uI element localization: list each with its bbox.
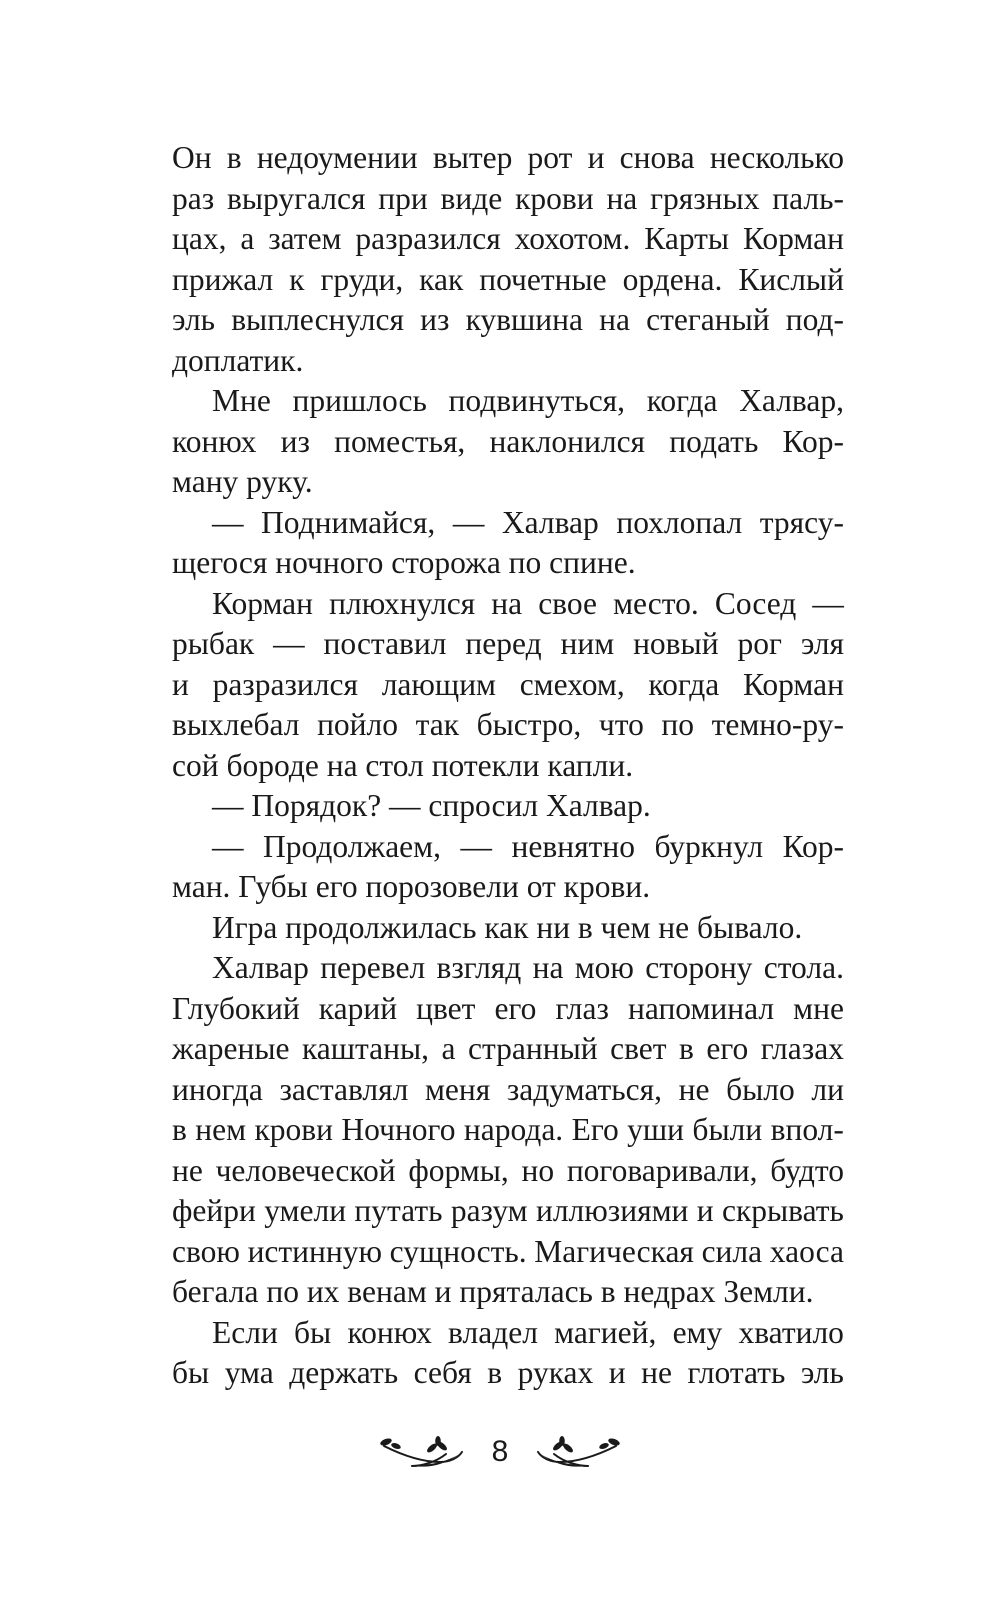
- text-line: эль выплеснулся из кувшина на стеганый под-: [172, 302, 844, 337]
- text-line: и разразился лающим смехом, когда Корман: [172, 666, 844, 702]
- text-line: Мне пришлось подвинуться, когда Халвар,: [212, 383, 844, 418]
- page-text: [172, 138, 844, 1394]
- text-line: в нем крови Ночного народа. Его уши были впол-: [172, 1112, 844, 1147]
- text-line: ману руку.: [172, 464, 313, 499]
- text-line: выхлебал пойло так быстро, что по темно-ру-: [172, 707, 844, 742]
- text-line: доплатик.: [172, 342, 304, 378]
- text-line: Он в недоумении вытер рот и снова несколько: [172, 140, 844, 175]
- text-line: жареные каштаны, а странный свет в его глазах: [172, 1031, 844, 1066]
- text-line: цах, а затем разразился хохотом. Карты Корман: [172, 221, 844, 256]
- text-line: бегала по их венам и пряталась в недрах Земли.: [172, 1274, 814, 1309]
- right-leaf-ornament-icon: [532, 1432, 624, 1472]
- text-line: — Поднимайся, — Халвар похлопал трясу-: [212, 504, 844, 540]
- text-line: бы ума держать себя в руках и не глотать эль: [172, 1355, 844, 1390]
- text-line: Халвар перевел взгляд на мою сторону стола.: [212, 950, 844, 985]
- text-line: щегося ночного сторожа по спине.: [172, 545, 636, 580]
- text-line: Игра продолжилась как ни в чем не бывало.: [212, 909, 803, 945]
- page-footer: [0, 1422, 1000, 1482]
- text-line: раз выругался при виде крови на грязных паль-: [172, 180, 844, 216]
- left-leaf-ornament-icon: [376, 1432, 468, 1472]
- page-number: 8: [491, 1435, 509, 1468]
- text-line: ман. Губы его порозовели от крови.: [172, 869, 651, 904]
- text-line: рыбак — поставил перед ним новый рог эля: [172, 626, 844, 661]
- text-line: Корман плюхнулся на свое место. Сосед —: [212, 585, 844, 621]
- text-line: фейри умели путать разум иллюзиями и скрывать: [172, 1193, 844, 1228]
- text-line: свою истинную сущность. Магическая сила хаоса: [172, 1233, 844, 1269]
- text-line: Если бы конюх владел магией, ему хватило: [212, 1314, 844, 1350]
- text-line: не человеческой формы, но поговаривали, будто: [172, 1152, 844, 1188]
- text-line: — Продолжаем, — невнятно буркнул Кор-: [212, 828, 844, 864]
- text-line: иногда заставлял меня задуматься, не было ли: [172, 1071, 844, 1107]
- text-line: Глубокий карий цвет его глаз напоминал мне: [172, 990, 844, 1026]
- text-line: — Порядок? — спросил Халвар.: [212, 788, 651, 823]
- text-line: сой бороде на стол потекли капли.: [172, 747, 634, 783]
- text-line: прижал к груди, как почетные ордена. Кислый: [172, 261, 844, 297]
- text-line: конюх из поместья, наклонился подать Кор-: [172, 423, 844, 459]
